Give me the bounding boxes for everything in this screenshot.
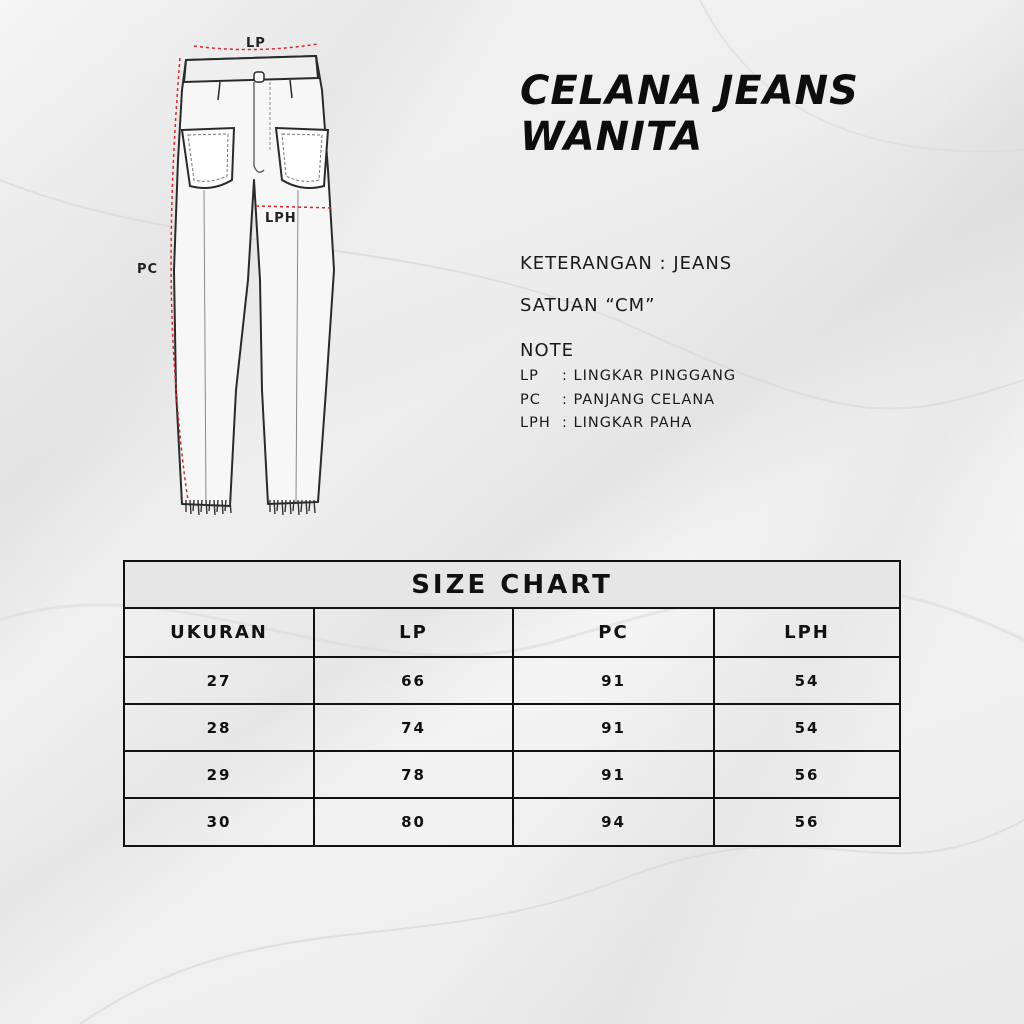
header-ukuran: UKURAN <box>125 609 314 657</box>
note-heading: NOTE <box>520 340 575 361</box>
table-cell: 27 <box>125 657 314 704</box>
jeans-outline-icon <box>130 30 350 530</box>
table-row <box>125 704 899 751</box>
table-cell: 94 <box>513 798 714 845</box>
satuan-text: SATUAN “CM” <box>520 295 656 316</box>
header-lp: LP <box>314 609 513 657</box>
note-desc: : LINGKAR PINGGANG <box>562 368 737 384</box>
table-cell: 91 <box>513 751 714 798</box>
table-cell: 54 <box>714 657 899 704</box>
table-row <box>125 751 899 798</box>
table-cell: 78 <box>314 751 513 798</box>
title-line-2: WANITA <box>520 114 704 160</box>
table-cell: 29 <box>125 751 314 798</box>
keterangan-text: KETERANGAN : JEANS <box>520 253 733 274</box>
table-cell: 91 <box>513 657 714 704</box>
table-row <box>125 657 899 704</box>
size-chart-title: SIZE CHART <box>125 562 899 609</box>
header-pc: PC <box>513 609 714 657</box>
note-abbr: PC <box>520 392 541 408</box>
table-cell: 91 <box>513 704 714 751</box>
lp-label: LP <box>246 36 266 51</box>
table-cell: 30 <box>125 798 314 845</box>
table-cell: 28 <box>125 704 314 751</box>
note-abbr: LP <box>520 368 539 384</box>
note-item <box>520 415 692 431</box>
header-lph: LPH <box>714 609 899 657</box>
size-table <box>125 609 899 845</box>
size-chart-table <box>123 560 901 847</box>
pc-label: PC <box>137 262 159 277</box>
title-line-1: CELANA JEANS <box>520 68 859 114</box>
table-cell: 74 <box>314 704 513 751</box>
page-title <box>520 68 859 160</box>
jeans-diagram <box>130 30 350 530</box>
note-abbr: LPH <box>520 415 551 431</box>
table-cell: 56 <box>714 751 899 798</box>
note-desc: : PANJANG CELANA <box>562 392 716 408</box>
note-item <box>520 392 715 408</box>
lph-label: LPH <box>265 211 297 226</box>
table-cell: 66 <box>314 657 513 704</box>
table-cell: 56 <box>794 813 820 831</box>
table-cell: 54 <box>714 704 899 751</box>
note-desc: : LINGKAR PAHA <box>562 415 693 431</box>
table-row <box>125 798 899 845</box>
table-header-row <box>125 609 899 657</box>
table-cell: 80 <box>314 798 513 845</box>
note-item <box>520 368 736 384</box>
